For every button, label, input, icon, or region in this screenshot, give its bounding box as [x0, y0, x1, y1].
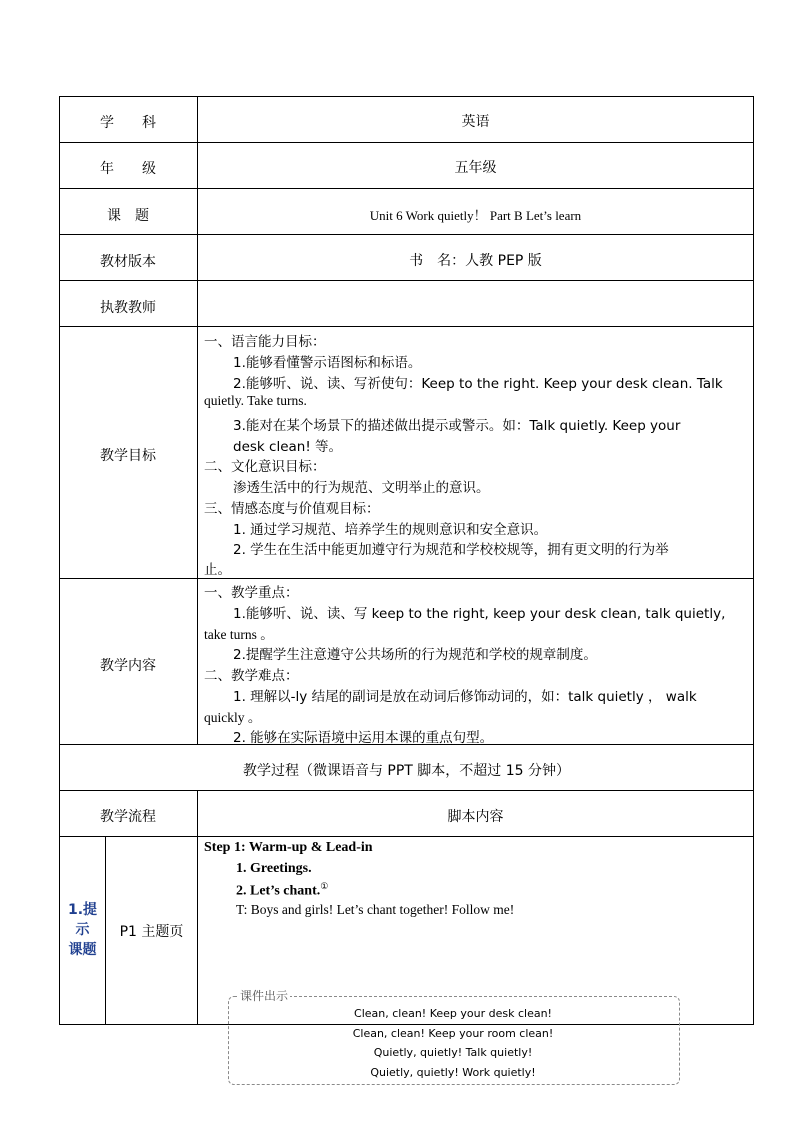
process-header: 教学过程（微课语音与 PPT 脚本，不超过 15 分钟） [242, 763, 571, 779]
step-title: Step 1: Warm-up & Lead-in [204, 840, 373, 855]
edition-value: 书 名：人教 PEP 版 [409, 253, 542, 269]
grade-value: 五年级 [454, 160, 497, 176]
page-label: P1 主题页 [119, 924, 184, 940]
teacher-line: T: Boys and girls! Let’s chant together! Follow me! [236, 902, 515, 917]
stage-label: 1.提 示 课题 [67, 902, 98, 958]
courseware-line: Quietly, quietly! Talk quietly! [373, 1046, 533, 1059]
text-line: 止。 [204, 562, 231, 578]
subject-label: 学 科 [100, 115, 156, 131]
grade-label: 年 级 [100, 161, 156, 177]
text-line: quickly 。 [204, 710, 262, 725]
text-line: 一、语言能力目标： [204, 334, 326, 350]
text-line: 渗透生活中的行为规范、文明举止的意识。 [233, 480, 490, 496]
courseware-line: Quietly, quietly! Work quietly! [370, 1066, 536, 1079]
teacher-label: 执教教师 [100, 300, 156, 316]
text-line: 1. 理解以-ly 结尾的副词是放在动词后修饰动词的，如：talk quietly ， walk [233, 689, 697, 705]
step-item: 1. Greetings. [236, 861, 312, 876]
courseware-line: Clean, clean! Keep your room clean! [352, 1027, 554, 1040]
topic-label: 课 题 [107, 208, 149, 224]
text-line: 2.能够听、说、读、写祈使句：Keep to the right. Keep your desk clean. Talk [233, 376, 723, 392]
text-line: 三、情感态度与价值观目标： [204, 501, 380, 517]
content-label: 教学内容 [100, 658, 156, 674]
text-line: quietly. Take turns. [204, 393, 307, 408]
text-line: 2.提醒学生注意遵守公共场所的行为规范和学校的规章制度。 [233, 647, 597, 663]
courseware-title: 课件出示 [240, 989, 289, 1003]
objectives-label: 教学目标 [100, 448, 156, 464]
topic-value: Unit 6 Work quietly！ Part B Let’s learn [369, 208, 582, 223]
courseware-line: Clean, clean! Keep your desk clean! [354, 1007, 552, 1020]
step-item: 2. Let’s chant.① [236, 881, 329, 899]
text-line: 2. 学生在生活中能更加遵守行为规范和学校校规等，拥有更文明的行为举 [233, 542, 669, 558]
text-line: 二、教学难点： [204, 668, 299, 684]
flow-header-right: 脚本内容 [447, 809, 504, 825]
subject-value: 英语 [461, 114, 490, 130]
text-line: 1. 通过学习规范、培养学生的规则意识和安全意识。 [233, 522, 548, 538]
edition-label: 教材版本 [100, 254, 156, 270]
text-line: 1.能够看懂警示语图标和标语。 [233, 355, 422, 371]
footnote-mark: ① [320, 881, 329, 891]
flow-header-left: 教学流程 [100, 809, 156, 825]
text-line: 一、教学重点： [204, 585, 299, 601]
text-line: 1.能够听、说、读、写 keep to the right, keep your desk clean, talk quietly, [233, 606, 726, 622]
text-line: 2. 能够在实际语境中运用本课的重点句型。 [233, 730, 494, 746]
text-line: 二、文化意识目标： [204, 459, 326, 475]
text-line: 3.能对在某个场景下的描述做出提示或警示。如：Talk quietly. Keep your [233, 418, 681, 434]
text-line: desk clean! 等。 [233, 439, 343, 455]
text-line: take turns 。 [204, 627, 274, 642]
